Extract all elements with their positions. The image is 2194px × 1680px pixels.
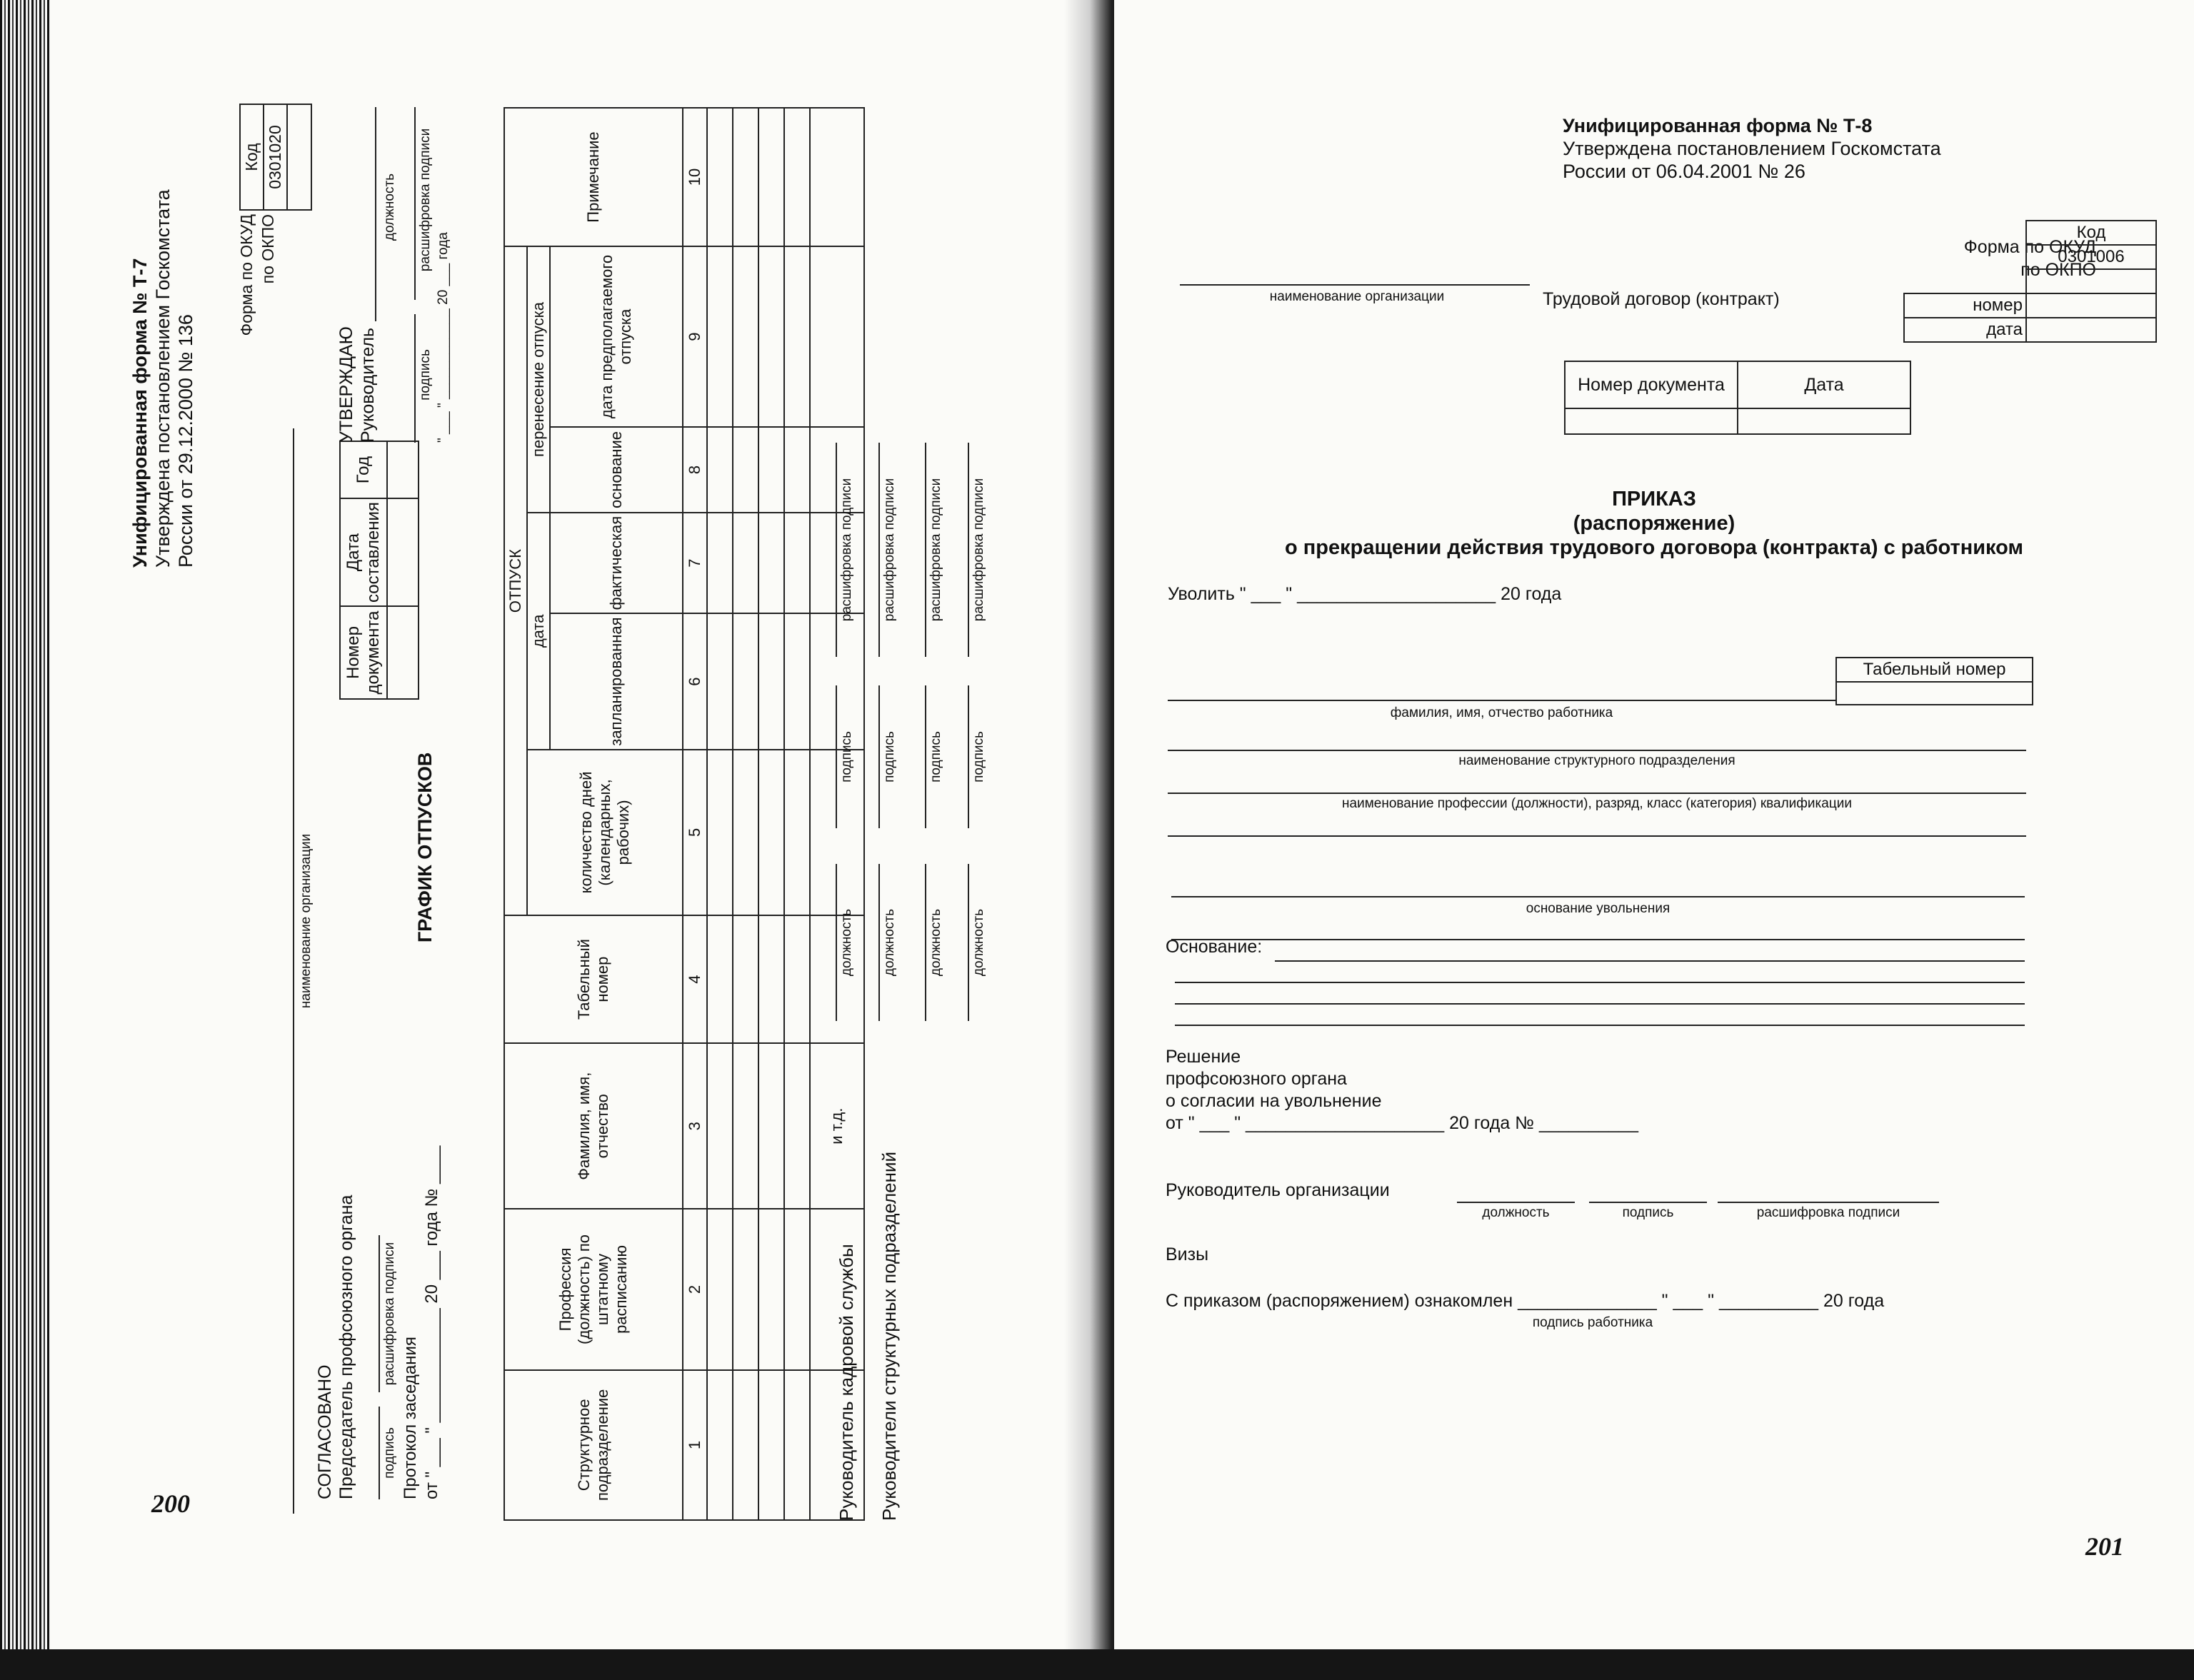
tab-number-value — [1836, 682, 2033, 705]
approve-signature-caption: подпись — [418, 349, 433, 401]
form-t8-approved-line2: России от 06.04.2001 № 26 — [1563, 161, 1805, 182]
okpo-code-value — [287, 104, 311, 210]
sh1-position-caption: должность — [882, 908, 897, 977]
head-position-caption: должность — [1482, 1205, 1550, 1220]
form-t7-title: Унифицированная форма № Т-7 — [129, 258, 151, 568]
contract-date-value — [2026, 318, 2156, 342]
okud-label: Форма по ОКУД — [237, 214, 256, 336]
t8-code-table — [1903, 220, 2157, 343]
t8-okud-label: Форма по ОКУД — [1963, 237, 2096, 257]
th-profession: Профессия (должность) по штатному расписанию — [504, 1209, 683, 1369]
hr-signature-caption: подпись — [839, 731, 854, 783]
protocol-label: Протокол заседания — [401, 1337, 420, 1499]
th-struct: Структурное подразделение — [504, 1370, 683, 1520]
worker-signature-caption: подпись работника — [1532, 1315, 1653, 1330]
t8-doc-number-header: Номер документа — [1565, 361, 1738, 408]
doc-number-header: Номер документа — [340, 606, 387, 699]
book-edge — [0, 0, 50, 1664]
acquainted-line: С приказом (распоряжением) ознакомлен ______________ " ___ " __________ 20 года — [1166, 1291, 1885, 1311]
th-date: дата — [527, 513, 550, 750]
th-vacation: ОТПУСК — [504, 246, 527, 915]
doc-date-header: Дата составления — [340, 498, 387, 606]
okud-code-table — [239, 104, 312, 211]
decision-line3: о согласии на увольнение — [1166, 1091, 1382, 1111]
basis-label: Основание: — [1166, 937, 1263, 957]
form-t7-approved-line2: России от 29.12.2000 № 136 — [175, 314, 196, 568]
approve-block — [336, 326, 379, 443]
th-note: Примечание — [504, 108, 683, 246]
t8-okud-code-value: 0301006 — [2026, 245, 2156, 269]
contract-date-label: дата — [1904, 318, 2026, 342]
order-title: ПРИКАЗ — [1612, 488, 1696, 510]
sh3-decode-caption: расшифровка подписи — [971, 478, 986, 622]
okud-labels — [236, 214, 279, 386]
approve-date-line: " ___ " ____________ 20 ___ года — [436, 232, 451, 443]
th-reason: основание — [550, 427, 683, 513]
hr-decode-caption: расшифровка подписи — [839, 478, 854, 622]
org-caption: наименование организации — [299, 833, 314, 1009]
agreed-decode-caption: расшифровка подписи — [382, 1242, 397, 1386]
th-days: количество дней (календарных, рабочих) — [527, 750, 683, 915]
page-number-right: 201 — [2085, 1532, 2124, 1561]
contract-number-label: номер — [1904, 293, 2026, 318]
form-t7-approved-line1: Утверждена постановлением Госкомстата — [152, 189, 174, 568]
th-fio: Фамилия, имя, отчество — [504, 1043, 683, 1209]
union-decision-block — [1166, 1046, 1638, 1135]
form-t7-rotated — [100, 71, 1028, 1528]
etc-cell: и т.д. — [810, 1043, 864, 1209]
form-t8-title: Унифицированная форма № Т-8 — [1563, 115, 1873, 136]
decision-line1: Решение — [1166, 1047, 1241, 1067]
hr-position-caption: должность — [839, 908, 854, 977]
left-page — [0, 0, 1086, 1664]
vacation-schedule-table — [504, 107, 865, 1521]
head-signature-caption: подпись — [1622, 1205, 1674, 1220]
page-number-left: 200 — [151, 1489, 190, 1518]
cap-fio: фамилия, имя, отчество работника — [1390, 705, 1613, 720]
agreed-union: Председатель профсоюзного органа — [336, 1194, 356, 1499]
code-header: Код — [240, 104, 264, 210]
table-row: 1 2 3 4 5 6 7 8 9 10 — [683, 108, 707, 1520]
cap-profession: наименование профессии (должности), разряд, класс (категория) квалификации — [1342, 796, 1852, 811]
dismiss-line: Уволить " ___ " ____________________ 20 года — [1168, 584, 1562, 604]
th-tab-number: Табельный номер — [504, 915, 683, 1043]
decision-line2: профсоюзного органа — [1166, 1069, 1347, 1089]
th-transfer: перенесение отпуска — [527, 246, 550, 513]
th-actual: фактическая — [550, 513, 683, 614]
tab-number-header: Табельный номер — [1836, 658, 2033, 682]
hr-head-label: Руководитель кадровой службы — [836, 1244, 857, 1521]
protocol-block — [400, 1146, 443, 1499]
okpo-label: по ОКПО — [259, 214, 277, 284]
tab-number-table — [1835, 657, 2033, 705]
schedule-title: ГРАФИК ОТПУСКОВ — [414, 752, 436, 942]
approve-title: УТВЕРЖДАЮ — [336, 326, 356, 443]
right-page — [1114, 0, 2194, 1664]
agreed-block — [314, 1195, 357, 1499]
t8-org-caption: наименование организации — [1269, 289, 1445, 304]
table-row — [758, 108, 784, 1520]
sh3-signature-caption: подпись — [971, 731, 986, 783]
doc-number-table — [339, 441, 419, 700]
order-description: о прекращении действия трудового договора (контракта) с работником — [1285, 536, 2023, 559]
head-decode-caption: расшифровка подписи — [1756, 1205, 1900, 1220]
scan-border — [0, 1649, 2194, 1680]
approve-head: Руководитель — [358, 327, 378, 443]
order-subtitle: (распоряжение) — [1573, 512, 1735, 535]
struct-heads-label: Руководители структурных подразделений — [878, 1151, 900, 1521]
approve-decode-caption: расшифровка подписи — [418, 128, 433, 272]
sh3-position-caption: должность — [971, 908, 986, 977]
t8-okpo-code-value — [2026, 269, 2156, 293]
t8-doc-date-header: Дата — [1738, 361, 1910, 408]
sh2-decode-caption: расшифровка подписи — [928, 478, 943, 622]
sh1-decode-caption: расшифровка подписи — [882, 478, 897, 622]
decision-line4: от " ___ " ____________________ 20 года № __________ — [1166, 1113, 1638, 1133]
okud-code-value: 0301020 — [264, 104, 287, 210]
form-t8-approved-line1: Утверждена постановлением Госкомстата — [1563, 138, 1941, 159]
visas-label: Визы — [1166, 1244, 1209, 1264]
sh2-position-caption: должность — [928, 908, 943, 977]
head-org-label: Руководитель организации — [1166, 1180, 1390, 1200]
form-t7-header — [129, 68, 197, 568]
agreed-title: СОГЛАСОВАНО — [315, 1364, 335, 1499]
protocol-date: от " ___ " ____________ 20 ___ года № ____ — [422, 1145, 441, 1499]
doc-year-header: Год — [340, 441, 387, 498]
table-row — [733, 108, 758, 1520]
contract-number-value — [2026, 293, 2156, 318]
table-row — [707, 108, 733, 1520]
th-expected: дата предполагаемого отпуска — [550, 246, 683, 427]
sh1-signature-caption: подпись — [882, 731, 897, 783]
table-row — [784, 108, 810, 1520]
cap-reason: основание увольнения — [1526, 901, 1670, 916]
t8-doc-number-table — [1564, 361, 1911, 435]
t8-okpo-label: по ОКПО — [2020, 260, 2096, 280]
th-planned: запланированная — [550, 613, 683, 749]
contract-label: Трудовой договор (контракт) — [1543, 289, 1780, 309]
order-title-block — [1114, 487, 2194, 560]
approve-position-caption: должность — [382, 173, 397, 241]
sh2-signature-caption: подпись — [928, 731, 943, 783]
cap-dept: наименование структурного подразделения — [1458, 753, 1735, 768]
t8-code-header: Код — [2026, 221, 2156, 245]
agreed-signature-caption: подпись — [382, 1427, 397, 1479]
form-t8-header — [1563, 114, 1941, 183]
